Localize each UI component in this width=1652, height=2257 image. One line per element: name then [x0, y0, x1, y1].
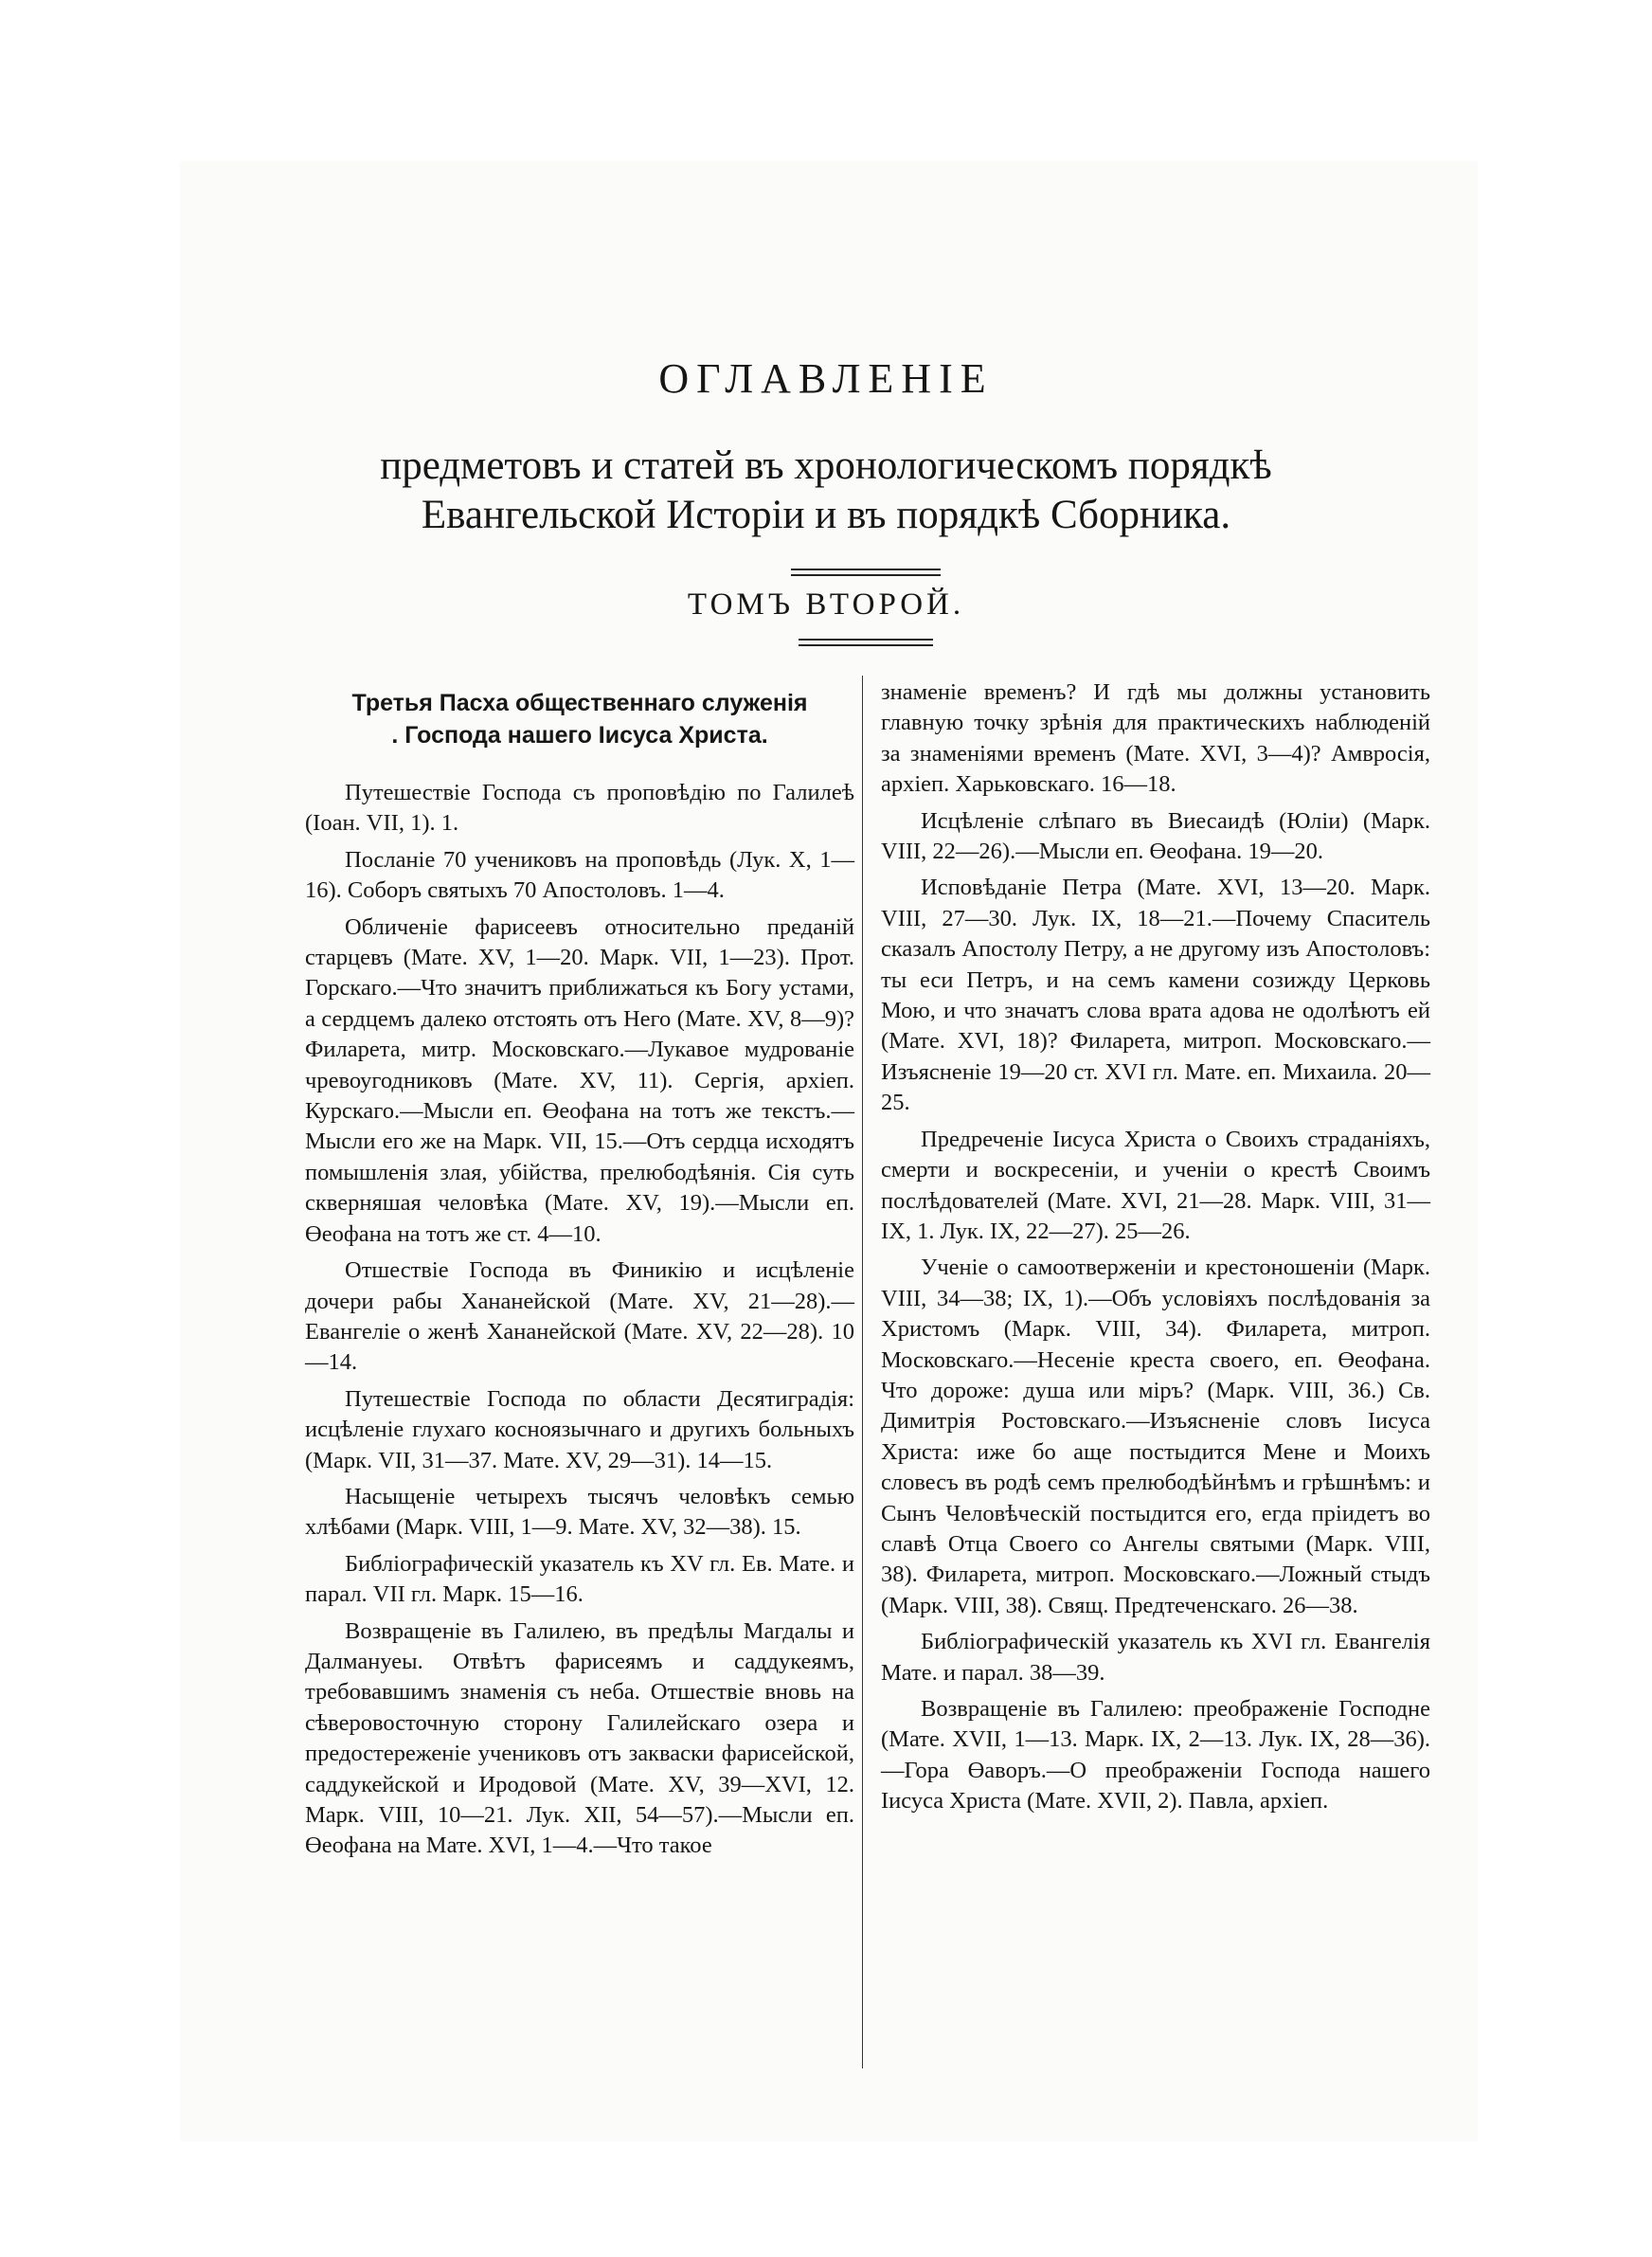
toc-entry: Насыщеніе четырехъ тысячъ человѣкъ семью хлѣбами (Марк. VIII, 1—9. Мате. XV, 32—38). 15.	[305, 1483, 854, 1541]
toc-entry-continued: знаменіе временъ? И гдѣ мы должны установить главную точку зрѣнія для практическихъ наблюденій за знаменіями временъ (Мате. XVI, 3—4)? Амвросія, архіеп. Харьковскаго. 16—18.	[881, 679, 1430, 798]
section-title	[305, 687, 854, 751]
page-title: ОГЛАВЛЕНІЕ	[658, 355, 994, 402]
right-column	[881, 677, 1430, 1823]
toc-entry: Предреченіе Іисуса Христа о Своихъ страданіяхъ, смерти и воскресеніи, и ученіи о крестѣ Своимъ послѣдователей (Мате. XVI, 21—28. Марк. VIII, 31—IX, 1. Лук. IX, 22—27). 25—26.	[881, 1126, 1430, 1244]
section-title-line-2: . Господа нашего Іисуса Христа.	[391, 722, 768, 749]
column-divider	[862, 676, 863, 2068]
section-title-line-1: Третья Пасха общественнаго служенія	[351, 690, 808, 716]
toc-entry: Ученіе о самоотверженіи и крестоношеніи (Марк. VIII, 34—38; IX, 1).—Объ условіяхъ послѣдованія за Христомъ (Марк. VIII, 34). Филарета, митроп. Московскаго.—Несеніе креста своего, еп. Өеофана. Что дороже: душа или міръ? (Марк. VIII, 36.) Св. Димитрія Ростовскаго.—Изъясненіе словъ Іисуса Христа: иже бо аще постыдится Мене и Моихъ словесъ въ родѣ семъ прелюбодѣйнѣмъ и грѣшнѣмъ: и Сынъ Человѣческій постыдится его, егда пріидетъ во славѣ Отца Своего со Ангелы святыми (Марк. VIII, 38). Филарета, митроп. Московскаго.—Ложный стыдъ (Марк. VIII, 38). Свящ. Предтеченскаго. 26—38.	[881, 1255, 1430, 1618]
title-rule-top-2	[791, 574, 941, 576]
toc-entry: Возвращеніе въ Галилею, въ предѣлы Магдалы и Далмануеы. Отвѣтъ фарисеямъ и саддукеямъ, требовавшимъ знаменія съ неба. Отшествіе вновь на сѣверовосточную сторону Галилейскаго озера и предостереженіе учениковъ отъ закваски фарисейской, саддукейской и Иродовой (Мате. XV, 39—XVI, 12. Марк. VIII, 10—21. Лук. XII, 54—57).—Мысли еп. Өеофана на Мате. XVI, 1—4.—Что такое	[305, 1617, 854, 1859]
toc-entry: Библіографическій указатель къ XVI гл. Евангелія Мате. и парал. 38—39.	[881, 1629, 1430, 1686]
left-column	[305, 677, 854, 1868]
title-rule-bottom-1	[799, 639, 933, 641]
toc-entry: Посланіе 70 учениковъ на проповѣдь (Лук. X, 1—16). Соборъ святыхъ 70 Апостоловъ. 1—4.	[305, 846, 854, 904]
toc-entry: Обличеніе фарисеевъ относительно преданій старцевъ (Мате. XV, 1—20. Марк. VII, 1—23). Прот. Горскаго.—Что значитъ приближаться къ Богу устами, а сердцемъ далеко отстоять отъ Него (Мате. XV, 8—9)? Филарета, митр. Московскаго.—Лукавое мудрованіе чревоугодниковъ (Мате. XV, 11). Сергія, архіеп. Курскаго.—Мысли еп. Өеофана на тотъ же текстъ.—Мысли его же на Марк. VII, 15.—Отъ сердца исходятъ помышленія злая, убійства, прелюбодѣянія. Сія суть скверняшая человѣка (Мате. XV, 19).—Мысли еп. Өеофана на тотъ же ст. 4—10.	[305, 913, 854, 1247]
toc-entry: Библіографическій указатель къ XV гл. Ев. Мате. и парал. VII гл. Марк. 15—16.	[305, 1550, 854, 1608]
toc-entry: Путешествіе Господа по области Десятиградія: исцѣленіе глухаго косноязычнаго и другихъ больныхъ (Марк. VII, 31—37. Мате. XV, 29—31). 14—15.	[305, 1385, 854, 1473]
toc-entry: Отшествіе Господа въ Финикію и исцѣленіе дочери рабы Хананейской (Мате. XV, 21—28).—Евангеліе о женѣ Хананейской (Мате. XV, 22—28). 10—14.	[305, 1257, 854, 1376]
subtitle-line-1: предметовъ и статей въ хронологическомъ порядкѣ	[380, 443, 1272, 488]
toc-entry: Возвращеніе въ Галилею: преображеніе Господне (Мате. XVII, 1—13. Марк. IX, 2—13. Лук. IX, 28—36).—Гора Өаворъ.—О преображеніи Господа нашего Іисуса Христа (Мате. XVII, 2). Павла, архіеп.	[881, 1696, 1430, 1815]
toc-entry: Исповѣданіе Петра (Мате. XVI, 13—20. Марк. VIII, 27—30. Лук. IX, 18—21.—Почему Спаситель сказалъ Апостолу Петру, а не другому изъ Апостоловъ: ты еси Петръ, и на семъ камени созижду Церковь Мою, и что значатъ слова врата адова не одолѣютъ ей (Мате. XVI, 18)? Филарета, митроп. Московскаго.—Изъясненіе 19—20 ст. XVI гл. Мате. еп. Михаила. 20—25.	[881, 875, 1430, 1116]
toc-entry: Исцѣленіе слѣпаго въ Виесаидѣ (Юліи) (Марк. VIII, 22—26).—Мысли еп. Өеофана. 19—20.	[881, 807, 1430, 865]
title-rule-top-1	[791, 569, 941, 570]
title-rule-bottom-2	[799, 644, 933, 646]
toc-entry: Путешествіе Господа съ проповѣдію по Галилеѣ (Іоан. VII, 1). 1.	[305, 780, 854, 837]
volume-heading: ТОМЪ ВТОРОЙ.	[687, 587, 965, 622]
subtitle-line-2: Евангельской Исторіи и въ порядкѣ Сборника.	[421, 493, 1231, 537]
